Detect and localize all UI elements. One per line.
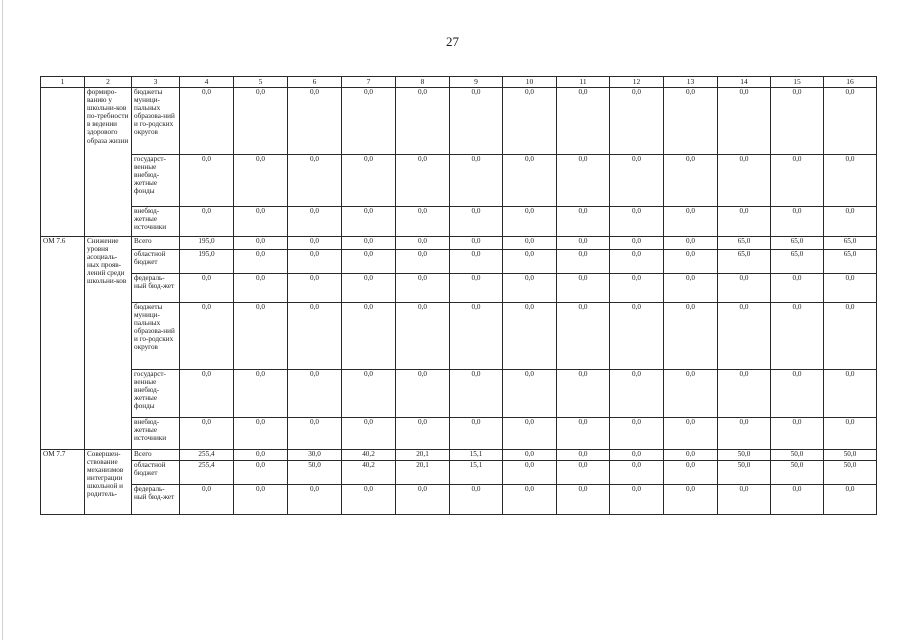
value-cell: 0,0 [396,88,450,155]
value-cell: 0,0 [718,274,771,303]
value-cell: 0,0 [180,274,234,303]
value-cell: 65,0 [824,237,877,250]
value-cell: 0,0 [610,461,664,485]
value-cell: 195,0 [180,250,234,274]
table-row [41,370,877,418]
value-cell: 0,0 [557,461,610,485]
value-cell: 0,0 [824,207,877,237]
value-cell: 0,0 [610,250,664,274]
value-cell: 0,0 [342,250,396,274]
table-row [41,88,877,155]
value-cell: 0,0 [180,303,234,370]
value-cell: 0,0 [234,155,288,207]
value-cell: 0,0 [771,274,824,303]
budget-table [40,76,877,515]
value-cell: 255,4 [180,461,234,485]
value-cell: 0,0 [557,88,610,155]
header-cell: 15 [771,77,824,88]
value-cell: 0,0 [664,450,718,461]
value-cell: 0,0 [664,88,718,155]
value-cell: 0,0 [503,461,557,485]
value-cell: 0,0 [771,418,824,450]
value-cell: 65,0 [718,237,771,250]
funding-source-cell: государст-венные внебюд-жетные фонды [132,370,180,418]
value-cell: 65,0 [771,250,824,274]
header-cell: 10 [503,77,557,88]
value-cell: 0,0 [288,250,342,274]
funding-source-cell: Всего [132,237,180,250]
header-cell: 2 [85,77,132,88]
value-cell: 0,0 [396,418,450,450]
measure-name-cell: Совершен-ствование механизмов интеграции школьной и родитель- [85,450,132,515]
value-cell: 0,0 [824,370,877,418]
table-row [41,418,877,450]
value-cell: 0,0 [610,370,664,418]
funding-source-cell: бюджеты муници-пальных образова-ний и го-родских округов [132,303,180,370]
value-cell: 0,0 [664,418,718,450]
value-cell: 0,0 [450,88,503,155]
table-row [41,485,877,515]
value-cell: 0,0 [503,450,557,461]
value-cell: 0,0 [557,207,610,237]
value-cell: 0,0 [557,485,610,515]
value-cell: 50,0 [718,450,771,461]
header-cell: 1 [41,77,85,88]
value-cell: 0,0 [664,303,718,370]
table-row [41,303,877,370]
value-cell: 0,0 [824,303,877,370]
value-cell: 0,0 [180,485,234,515]
value-cell: 0,0 [557,274,610,303]
value-cell: 65,0 [718,250,771,274]
value-cell: 0,0 [450,155,503,207]
funding-source-cell: бюджеты муници-пальных образова-ний и го-родских округов [132,88,180,155]
value-cell: 195,0 [180,237,234,250]
value-cell: 50,0 [288,461,342,485]
value-cell: 0,0 [234,485,288,515]
table-row [41,250,877,274]
value-cell: 0,0 [396,485,450,515]
value-cell: 0,0 [180,370,234,418]
value-cell: 0,0 [664,370,718,418]
value-cell: 0,0 [718,207,771,237]
value-cell: 0,0 [234,450,288,461]
value-cell: 0,0 [824,155,877,207]
value-cell: 0,0 [180,155,234,207]
table-row [41,274,877,303]
value-cell: 0,0 [234,250,288,274]
value-cell: 0,0 [771,155,824,207]
value-cell: 50,0 [771,450,824,461]
value-cell: 0,0 [450,237,503,250]
value-cell: 0,0 [234,237,288,250]
value-cell: 0,0 [824,88,877,155]
value-cell: 0,0 [450,303,503,370]
value-cell: 0,0 [610,418,664,450]
funding-source-cell: внебюд-жетные источники [132,207,180,237]
value-cell: 0,0 [771,485,824,515]
value-cell: 0,0 [450,274,503,303]
funding-source-cell: федераль-ный бюд-жет [132,274,180,303]
value-cell: 0,0 [342,155,396,207]
value-cell: 0,0 [288,485,342,515]
value-cell: 0,0 [503,418,557,450]
value-cell: 40,2 [342,461,396,485]
value-cell: 0,0 [771,303,824,370]
value-cell: 0,0 [610,450,664,461]
value-cell: 0,0 [557,450,610,461]
page-number: 27 [446,34,459,49]
funding-source-cell: Всего [132,450,180,461]
value-cell: 50,0 [771,461,824,485]
value-cell: 0,0 [503,370,557,418]
value-cell: 0,0 [342,418,396,450]
header-cell: 7 [342,77,396,88]
value-cell: 20,1 [396,461,450,485]
value-cell: 40,2 [342,450,396,461]
value-cell: 0,0 [450,207,503,237]
measure-code-cell: ОМ 7.7 [41,450,85,515]
header-cell: 4 [180,77,234,88]
value-cell: 50,0 [824,461,877,485]
header-cell: 3 [132,77,180,88]
value-cell: 0,0 [664,250,718,274]
value-cell: 0,0 [824,418,877,450]
measure-code-cell [41,88,85,237]
value-cell: 0,0 [557,237,610,250]
value-cell: 0,0 [557,250,610,274]
table-row [41,155,877,207]
value-cell: 0,0 [503,207,557,237]
value-cell: 0,0 [664,274,718,303]
value-cell: 15,1 [450,450,503,461]
value-cell: 0,0 [450,250,503,274]
value-cell: 255,4 [180,450,234,461]
header-cell: 16 [824,77,877,88]
value-cell: 0,0 [396,370,450,418]
value-cell: 0,0 [342,88,396,155]
value-cell: 0,0 [234,207,288,237]
funding-source-cell: областной бюджет [132,250,180,274]
measure-name-cell: формиро-ванию у школьни-ков по-требности в ведении здорового образа жизни [85,88,132,237]
value-cell: 0,0 [450,370,503,418]
value-cell: 0,0 [610,207,664,237]
value-cell: 0,0 [503,155,557,207]
value-cell: 0,0 [610,485,664,515]
header-cell: 8 [396,77,450,88]
value-cell: 0,0 [450,418,503,450]
value-cell: 0,0 [718,485,771,515]
value-cell: 0,0 [503,237,557,250]
table-body [41,77,877,515]
value-cell: 0,0 [503,303,557,370]
value-cell: 0,0 [180,418,234,450]
value-cell: 65,0 [824,250,877,274]
table-row [41,461,877,485]
value-cell: 0,0 [610,237,664,250]
value-cell: 0,0 [342,370,396,418]
value-cell: 0,0 [610,274,664,303]
value-cell: 0,0 [771,88,824,155]
value-cell: 0,0 [288,370,342,418]
value-cell: 0,0 [288,88,342,155]
value-cell: 0,0 [718,418,771,450]
funding-source-cell: федераль-ный бюд-жет [132,485,180,515]
value-cell: 0,0 [396,250,450,274]
value-cell: 0,0 [771,207,824,237]
measure-name-cell: Снижение уровня асоциаль-ных прояв-лений среди школьни-ков [85,237,132,450]
value-cell: 0,0 [396,303,450,370]
value-cell: 0,0 [234,370,288,418]
value-cell: 0,0 [664,485,718,515]
value-cell: 0,0 [288,207,342,237]
header-cell: 6 [288,77,342,88]
value-cell: 0,0 [557,303,610,370]
value-cell: 0,0 [342,274,396,303]
value-cell: 30,0 [288,450,342,461]
value-cell: 0,0 [342,207,396,237]
header-cell: 13 [664,77,718,88]
value-cell: 0,0 [180,88,234,155]
value-cell: 0,0 [288,274,342,303]
value-cell: 0,0 [718,155,771,207]
table-row [41,237,877,250]
header-cell: 14 [718,77,771,88]
value-cell: 0,0 [771,370,824,418]
value-cell: 0,0 [234,418,288,450]
value-cell: 0,0 [288,418,342,450]
value-cell: 0,0 [610,303,664,370]
value-cell: 0,0 [396,237,450,250]
funding-source-cell: государст-венные внебюд-жетные фонды [132,155,180,207]
value-cell: 0,0 [610,155,664,207]
value-cell: 0,0 [180,207,234,237]
value-cell: 0,0 [288,155,342,207]
header-cell: 11 [557,77,610,88]
funding-source-cell: областной бюджет [132,461,180,485]
header-cell: 12 [610,77,664,88]
value-cell: 0,0 [503,88,557,155]
value-cell: 20,1 [396,450,450,461]
value-cell: 0,0 [450,485,503,515]
value-cell: 65,0 [771,237,824,250]
value-cell: 0,0 [342,485,396,515]
value-cell: 0,0 [718,370,771,418]
table-row [41,450,877,461]
value-cell: 0,0 [664,207,718,237]
value-cell: 0,0 [288,303,342,370]
value-cell: 0,0 [234,303,288,370]
value-cell: 0,0 [503,250,557,274]
value-cell: 0,0 [396,207,450,237]
value-cell: 0,0 [503,485,557,515]
table-header-row [41,77,877,88]
value-cell: 0,0 [718,303,771,370]
funding-source-cell: внебюд-жетные источники [132,418,180,450]
header-cell: 9 [450,77,503,88]
value-cell: 0,0 [718,88,771,155]
value-cell: 0,0 [234,274,288,303]
value-cell: 0,0 [610,88,664,155]
measure-code-cell: ОМ 7.6 [41,237,85,450]
value-cell: 0,0 [342,303,396,370]
value-cell: 0,0 [557,155,610,207]
value-cell: 0,0 [557,418,610,450]
value-cell: 0,0 [557,370,610,418]
value-cell: 0,0 [664,237,718,250]
value-cell: 0,0 [288,237,342,250]
table-row [41,207,877,237]
value-cell: 0,0 [503,274,557,303]
value-cell: 0,0 [234,461,288,485]
value-cell: 50,0 [718,461,771,485]
header-cell: 5 [234,77,288,88]
scan-edge-line [2,0,3,640]
value-cell: 50,0 [824,450,877,461]
value-cell: 0,0 [824,274,877,303]
value-cell: 0,0 [396,155,450,207]
value-cell: 0,0 [824,485,877,515]
value-cell: 0,0 [342,237,396,250]
value-cell: 0,0 [664,155,718,207]
value-cell: 0,0 [234,88,288,155]
value-cell: 0,0 [664,461,718,485]
value-cell: 0,0 [396,274,450,303]
value-cell: 15,1 [450,461,503,485]
